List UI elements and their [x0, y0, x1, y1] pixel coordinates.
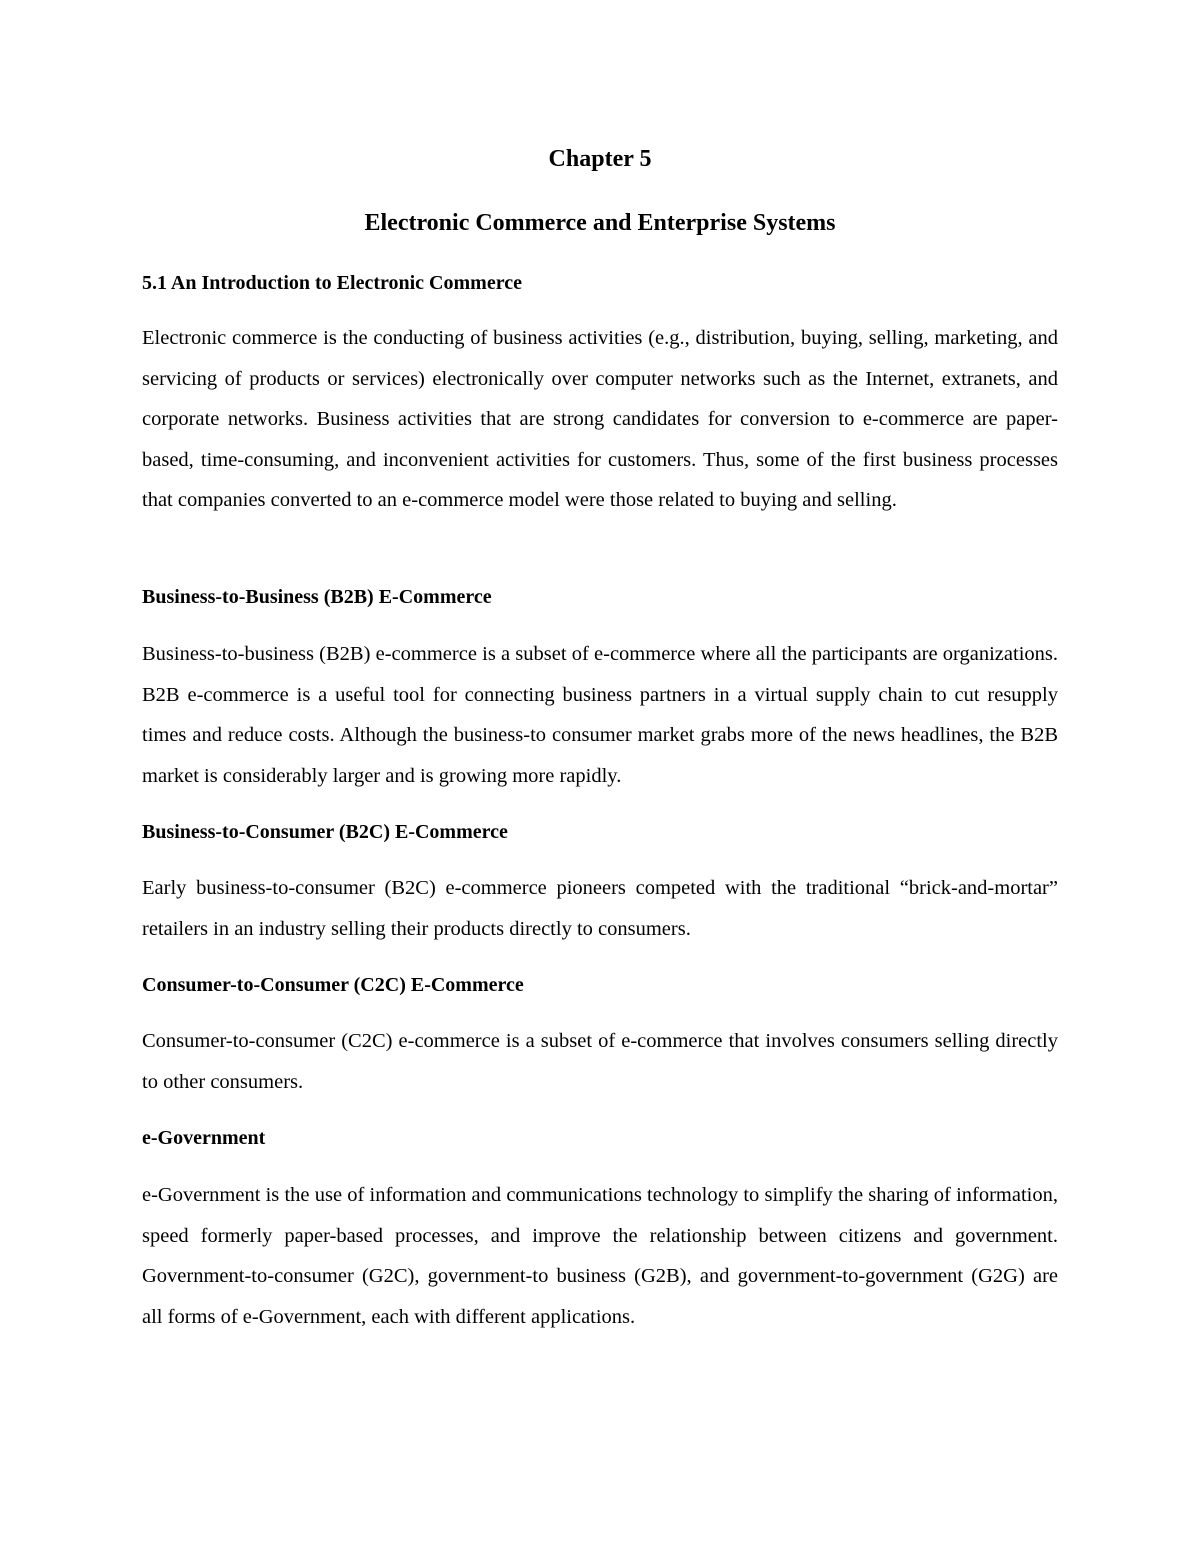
section-heading-intro: 5.1 An Introduction to Electronic Commerce [142, 272, 522, 294]
section-body-intro: Electronic commerce is the conducting of business activities (e.g., distribution, buying, selling, marketing, and servicing of products or services) electronically over computer networks such as the Internet, extranets, and corporate networks. Business activities that are strong candidates for conversion to e-commerce are paper-based, time-consuming, and inconvenient activities for customers. Thus, some of the first business processes that companies converted to an e-commerce model were those related to buying and selling. [142, 327, 1058, 511]
section-body-b2b: Business-to-business (B2B) e-commerce is a subset of e-commerce where all the participants are organizations. B2B e-commerce is a useful tool for connecting business partners in a virtual supply chain to cut resupply times and reduce costs. Although the business-to consumer market grabs more of the news headlines, the B2B market is considerably larger and is growing more rapidly. [142, 643, 1058, 787]
section-heading-b2c: Business-to-Consumer (B2C) E-Commerce [142, 821, 508, 843]
section-body-c2c: Consumer-to-consumer (C2C) e-commerce is a subset of e-commerce that involves consumers selling directly to other consumers. [142, 1030, 1058, 1093]
chapter-title: Electronic Commerce and Enterprise Systems [364, 210, 836, 236]
section-heading-c2c: Consumer-to-Consumer (C2C) E-Commerce [142, 974, 524, 996]
chapter-number: Chapter 5 [548, 146, 652, 172]
section-heading-b2b: Business-to-Business (B2B) E-Commerce [142, 586, 492, 608]
section-body-b2c: Early business-to-consumer (B2C) e-commerce pioneers competed with the traditional “brick-and-mortar” retailers in an industry selling their products directly to consumers. [142, 877, 1058, 940]
section-heading-egov: e-Government [142, 1127, 266, 1149]
section-body-egov: e-Government is the use of information and communications technology to simplify the sharing of information, speed formerly paper-based processes, and improve the relationship between citizens and government. Government-to-consumer (G2C), government-to business (G2B), and government-to-government (G2G) are all forms of e-Government, each with different applications. [142, 1184, 1058, 1328]
